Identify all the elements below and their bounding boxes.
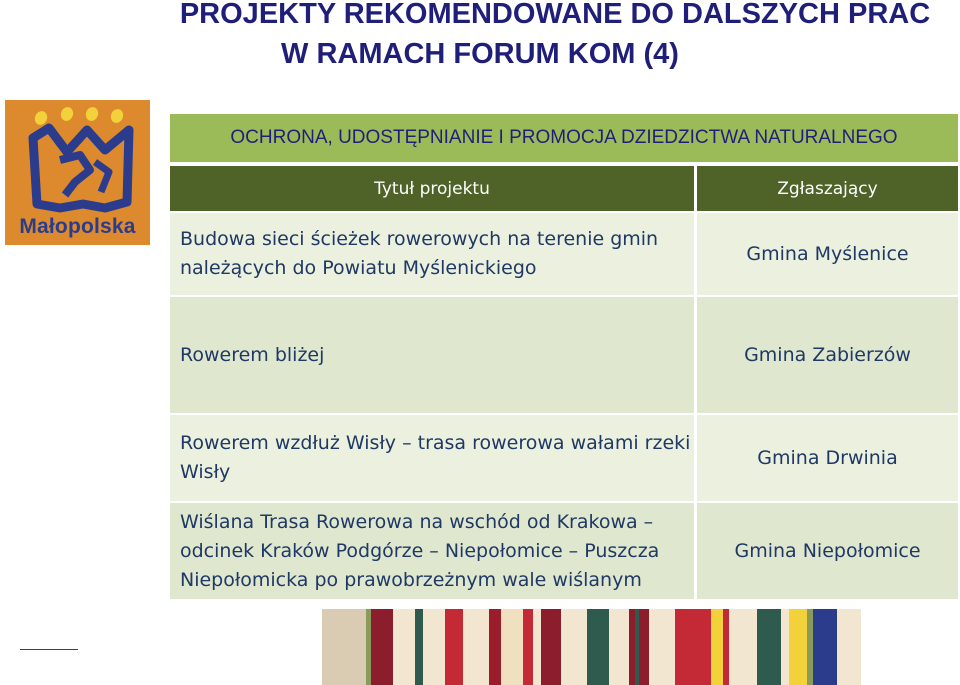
logo-text: Małopolska: [19, 215, 136, 238]
row-title-text: Rowerem bliżej: [180, 343, 325, 366]
table-row-applicant: [697, 503, 958, 599]
row-title-text: Wiślana Trasa Rowerowa na wschód od Krakowa – odcinek Kraków Podgórze – Niepołomice – Puszcza Niepołomicka po prawobrzeżnym wale wiślanym: [180, 510, 660, 591]
table-row-applicant: [697, 297, 958, 413]
malopolska-logo: [5, 100, 150, 245]
section-header: OCHRONA, UDOSTĘPNIANIE I PROMOCJA DZIEDZICTWA NATURALNEGO: [170, 114, 958, 162]
table-row-applicant: [697, 213, 958, 295]
page-title-line1: PROJEKTY REKOMENDOWANE DO DALSZYCH PRAC: [179, 0, 931, 30]
table-row-applicant: [697, 415, 958, 501]
row-applicant-text: Gmina Myślenice: [746, 242, 909, 265]
row-applicant-text: Gmina Niepołomice: [734, 539, 921, 562]
row-title-text: Budowa sieci ścieżek rowerowych na terenie gmin należących do Powiatu Myślenickiego: [180, 228, 659, 279]
footer-divider: [20, 649, 78, 650]
table-row-title: [170, 213, 694, 295]
row-applicant-text: Gmina Drwinia: [757, 446, 898, 469]
decorative-stripe-band: [322, 609, 897, 685]
table-row-title: [170, 297, 694, 413]
row-applicant-text: Gmina Zabierzów: [744, 343, 911, 366]
malopolska-crown-icon: [5, 100, 150, 220]
table-row-title: [170, 415, 694, 501]
row-title-text: Rowerem wzdłuż Wisły – trasa rowerowa wałami rzeki Wisły: [180, 432, 691, 483]
column-header-title: Tytuł projektu: [170, 166, 694, 211]
page-title-line2: W RAMACH FORUM KOM (4): [281, 38, 679, 70]
column-header-applicant: Zgłaszający: [697, 166, 958, 211]
table-row-title: [170, 503, 694, 599]
